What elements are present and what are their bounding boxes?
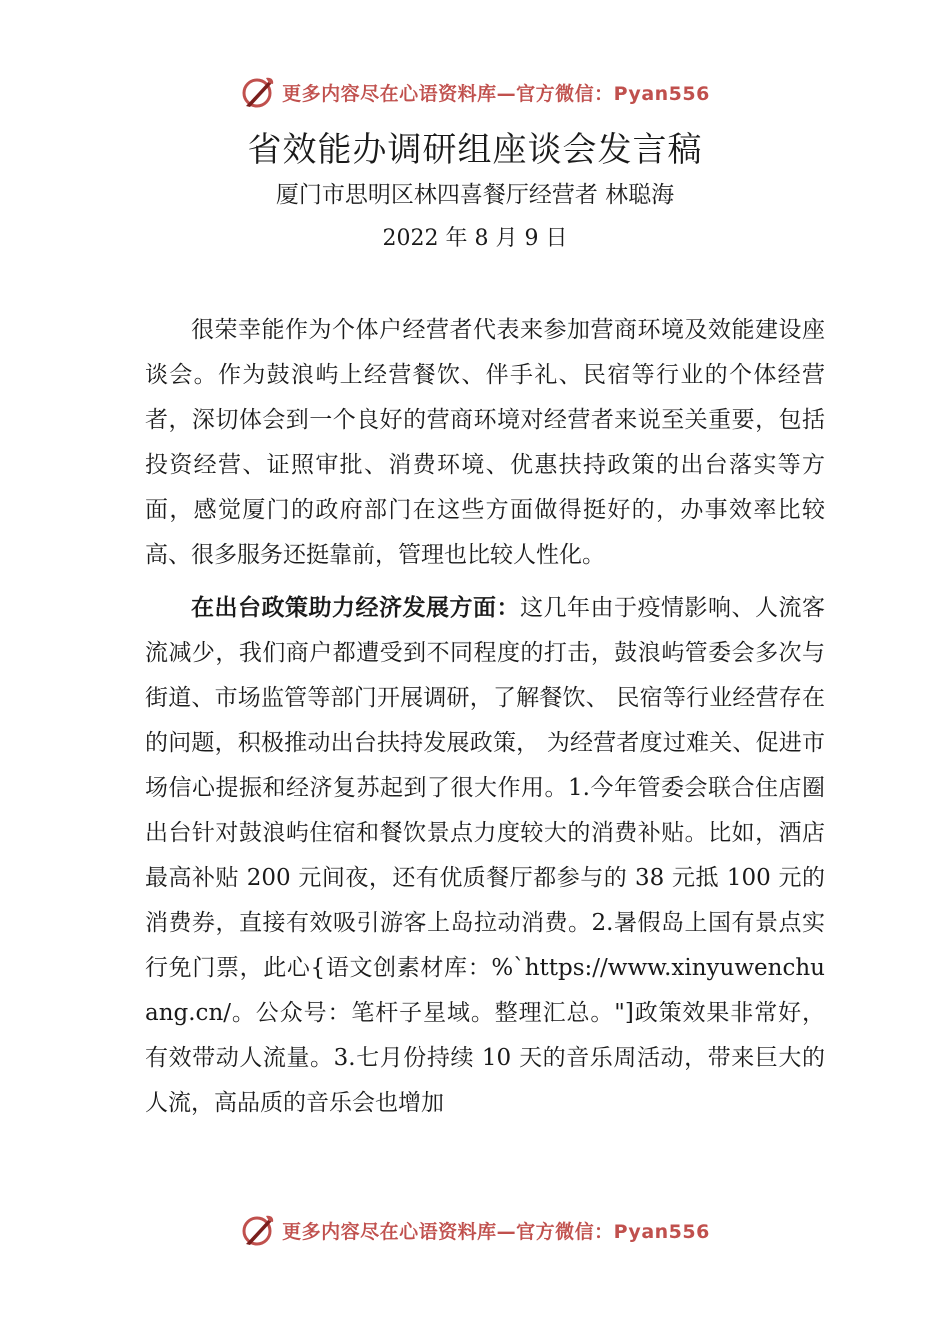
quill-pen-logo-icon bbox=[240, 1212, 276, 1248]
paragraph-text: 很荣幸能作为个体户经营者代表来参加营商环境及效能建设座谈会。作为鼓浪屿上经营餐饮、伴手礼、民宿等行业的个体经营者，深切体会到一个良好的营商环境对经营者来说至关重要，包括投资经营、证照审批、消费环境、优惠扶持政策的出台落实等方面，感觉厦门的政府部门在这些方面做得挺好的，办事效率比较高、很多服务还挺靠前，管理也比较人性化。 bbox=[145, 317, 825, 568]
paragraph-policy bbox=[145, 586, 825, 1126]
document-body bbox=[145, 308, 825, 1126]
watermark-text: 更多内容尽在心语资料库—官方微信：Pyan556 bbox=[282, 82, 710, 105]
footer-watermark bbox=[0, 1210, 950, 1250]
paragraph-intro bbox=[145, 308, 825, 578]
quill-pen-logo-icon bbox=[240, 74, 276, 110]
document-date: 2022 年 8 月 9 日 bbox=[382, 226, 568, 251]
paragraph-heading: 在出台政策助力经济发展方面： bbox=[191, 595, 520, 621]
document-author: 厦门市思明区林四喜餐厅经营者 林聪海 bbox=[275, 182, 675, 208]
document-title: 省效能办调研组座谈会发言稿 bbox=[247, 130, 703, 170]
watermark-text: 更多内容尽在心语资料库—官方微信：Pyan556 bbox=[282, 1220, 710, 1243]
header-watermark bbox=[0, 72, 950, 112]
paragraph-text: 这几年由于疫情影响、人流客流减少，我们商户都遭受到不同程度的打击，鼓浪屿管委会多次与街道、市场监管等部门开展调研，了解餐饮、 民宿等行业经营存在的问题，积极推动出台扶持发展政策， 为经营者度过难关、促进市场信心提振和经济复苏起到了很大作用。1.今年管委会联合住店圈出台针对鼓浪屿住宿和餐饮景点力度较大的消费补贴。比如，酒店最高补贴 200 元间夜，还有优质餐厅都参与的 38 元抵 100 元的消费券，直接有效吸引游客上岛拉动消费。2.暑假岛上国有景点实行免门票，此心{语文创素材库：%`https://www.xinyuwenchuang.cn/。公众号：笔杆子星域。整理汇总。"]政策效果非常好，有效带动人流量。3.七月份持续 10 天的音乐周活动，带来巨大的人流，高品质的音乐会也增加 bbox=[145, 595, 825, 1116]
